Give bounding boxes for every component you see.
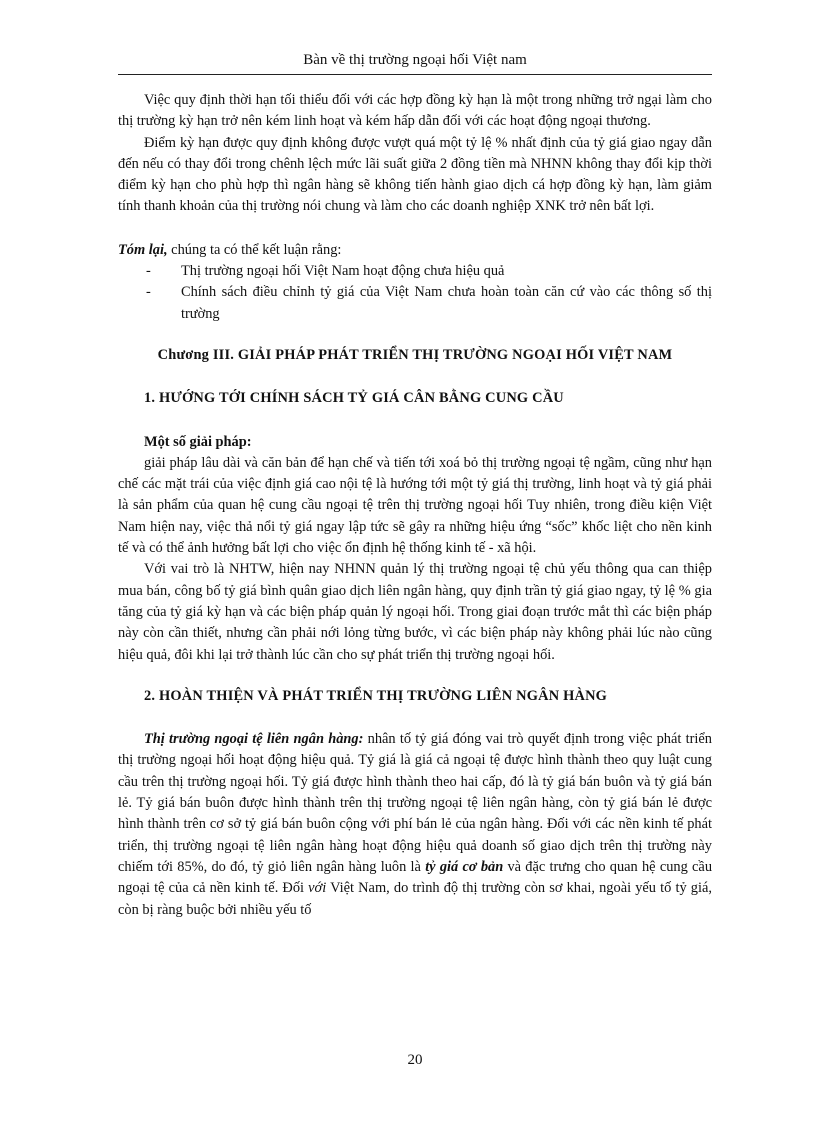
solutions-title: Một số giải pháp: <box>144 433 252 450</box>
document-body <box>118 90 712 921</box>
dash-bullet: - <box>146 263 151 280</box>
paragraph-forward-point: Điểm kỳ hạn được quy định không được vượt quá một tỷ lệ % nhất định của tỷ giá giao ngay dẫn đến nếu có thay đổi trong chênh lệch mức lãi suất giữa 2 đồng tiền mà NHNN không thay đổi kịp thời điểm kỳ hạn cho phù hợp thì ngân hàng sẽ không tiến hành giao dịch cá hợp đồng kỳ hạn, làm giảm tính thanh khoản của thị trường nói chung và làm cho các doanh nghiệp XNK trở nên bất lợi. <box>118 134 712 215</box>
conclusion-text: chúng ta có thể kết luận rằng: <box>167 241 342 258</box>
list-item-text: Thị trường ngoại hối Việt Nam hoạt động chưa hiệu quả <box>181 263 505 280</box>
list-item-text: Chính sách điều chỉnh tỷ giá của Việt Nam chưa hoàn toàn căn cứ vào các thông số thị trường <box>181 284 712 322</box>
section-1-title: 1. HƯỚNG TỚI CHÍNH SÁCH TỶ GIÁ CÂN BẰNG CUNG CẦU <box>144 390 564 407</box>
conclusion-label: Tóm lại, <box>118 241 168 258</box>
chapter-title: Chương III. GIẢI PHÁP PHÁT TRIỂN THỊ TRƯỜNG NGOẠI HỐI VIỆT NAM <box>157 346 673 363</box>
header-rule <box>118 74 712 75</box>
document-page <box>118 0 712 1123</box>
emphasis-base-rate: tỷ giá cơ bản <box>425 858 504 875</box>
dash-bullet: - <box>146 284 151 301</box>
paragraph-central-bank-role: Với vai trò là NHTW, hiện nay NHNN quản lý thị trường ngoại tệ chủ yếu thông qua can thiệp mua bán, công bố tỷ giá bình quân giao dịch liên ngân hàng, quy định trần tỷ giá giao ngay, tỷ lệ % gia tăng của tỷ giá kỳ hạn và các biện pháp quản lý ngoại hối. Trong giai đoạn trước mắt thì các biện pháp này còn cần thiết, nhưng cần phải nới lỏng từng bước, vì các biện pháp này không phải lúc nào cũng hiệu quả, đôi khi lại trở thành lúc cần cho sự phát triển thị trường ngoại hối. <box>118 561 712 663</box>
emphasis-with: với <box>308 880 327 897</box>
conclusion-list <box>118 261 712 325</box>
page-number: 20 <box>407 1052 423 1068</box>
list-item <box>118 261 712 282</box>
paragraph-long-term-solution: giải pháp lâu dài và căn bản để hạn chế và tiến tới xoá bỏ thị trường ngoại tệ ngầm, cũng như hạn chế các mặt trái của việc định giá cao nội tệ là hướng tới một tỷ giá thị trường, linh hoạt và tỷ giá phải là sản phẩm của quan hệ cung cầu ngoại tệ trên thị trường ngoại hối Tuy nhiên, trong điều kiện Việt Nam hiện nay, việc thả nổi tỷ giá ngay lập tức sẽ gây ra những hiệu ứng “sốc” khốc liệt cho nền kinh tế và có thể ảnh hưởng bất lợi cho việc ổn định hệ thống kinh tế - xã hội. <box>118 454 712 557</box>
paragraph-forward-contract-term: Việc quy định thời hạn tối thiểu đối với các hợp đồng kỳ hạn là một trong những trở ngại làm cho thị trường kỳ hạn trở nên kém linh hoạt và kém hấp dẫn đối với các hoạt động ngoại thương. <box>118 92 712 130</box>
running-header: Bàn về thị trường ngoại hối Việt nam <box>303 52 527 68</box>
section-2-title: 2. HOÀN THIỆN VÀ PHÁT TRIỂN THỊ TRƯỜNG LIÊN NGÂN HÀNG <box>144 687 608 704</box>
paragraph-interbank-market: Thị trường ngoại tệ liên ngân hàng: nhân tố tỷ giá đóng vai trò quyết định trong việc phát triển thị trường ngoại hối hoạt động hiệu quả. Tỷ giá là giá cả ngoại tệ được hình thành theo quy luật cung cầu trên thị trường ngoại hối. Tỷ giá được hình thành theo hai cấp, đó là tỷ giá bán buôn và tỷ giá bán lẻ. Tỷ giá bán buôn được hình thành trên thị trường ngoại tệ liên ngân hàng, còn tỷ giá bán lẻ được hình thành trên cơ sở tỷ giá bán buôn cộng với phí bán lẻ của ngân hàng. Đối với các nền kinh tế phát triển, thị trường ngoại tệ liên ngân hàng hoạt động hiệu quả doanh số giao dịch trên thị trường này chiếm tới 85%, do đó, tỷ giỏ liên ngân hàng luôn là tỷ giá cơ bản và đặc trưng cho quan hệ cung cầu ngoại tệ của cả nền kinh tế. Đối với Việt Nam, do trình độ thị trường còn sơ khai, ngoài yếu tố tỷ giá, còn bị ràng buộc bởi nhiều yếu tố <box>118 731 713 918</box>
list-item <box>118 282 712 325</box>
interbank-lead: Thị trường ngoại tệ liên ngân hàng: <box>144 731 364 748</box>
conclusion-line <box>118 240 712 261</box>
